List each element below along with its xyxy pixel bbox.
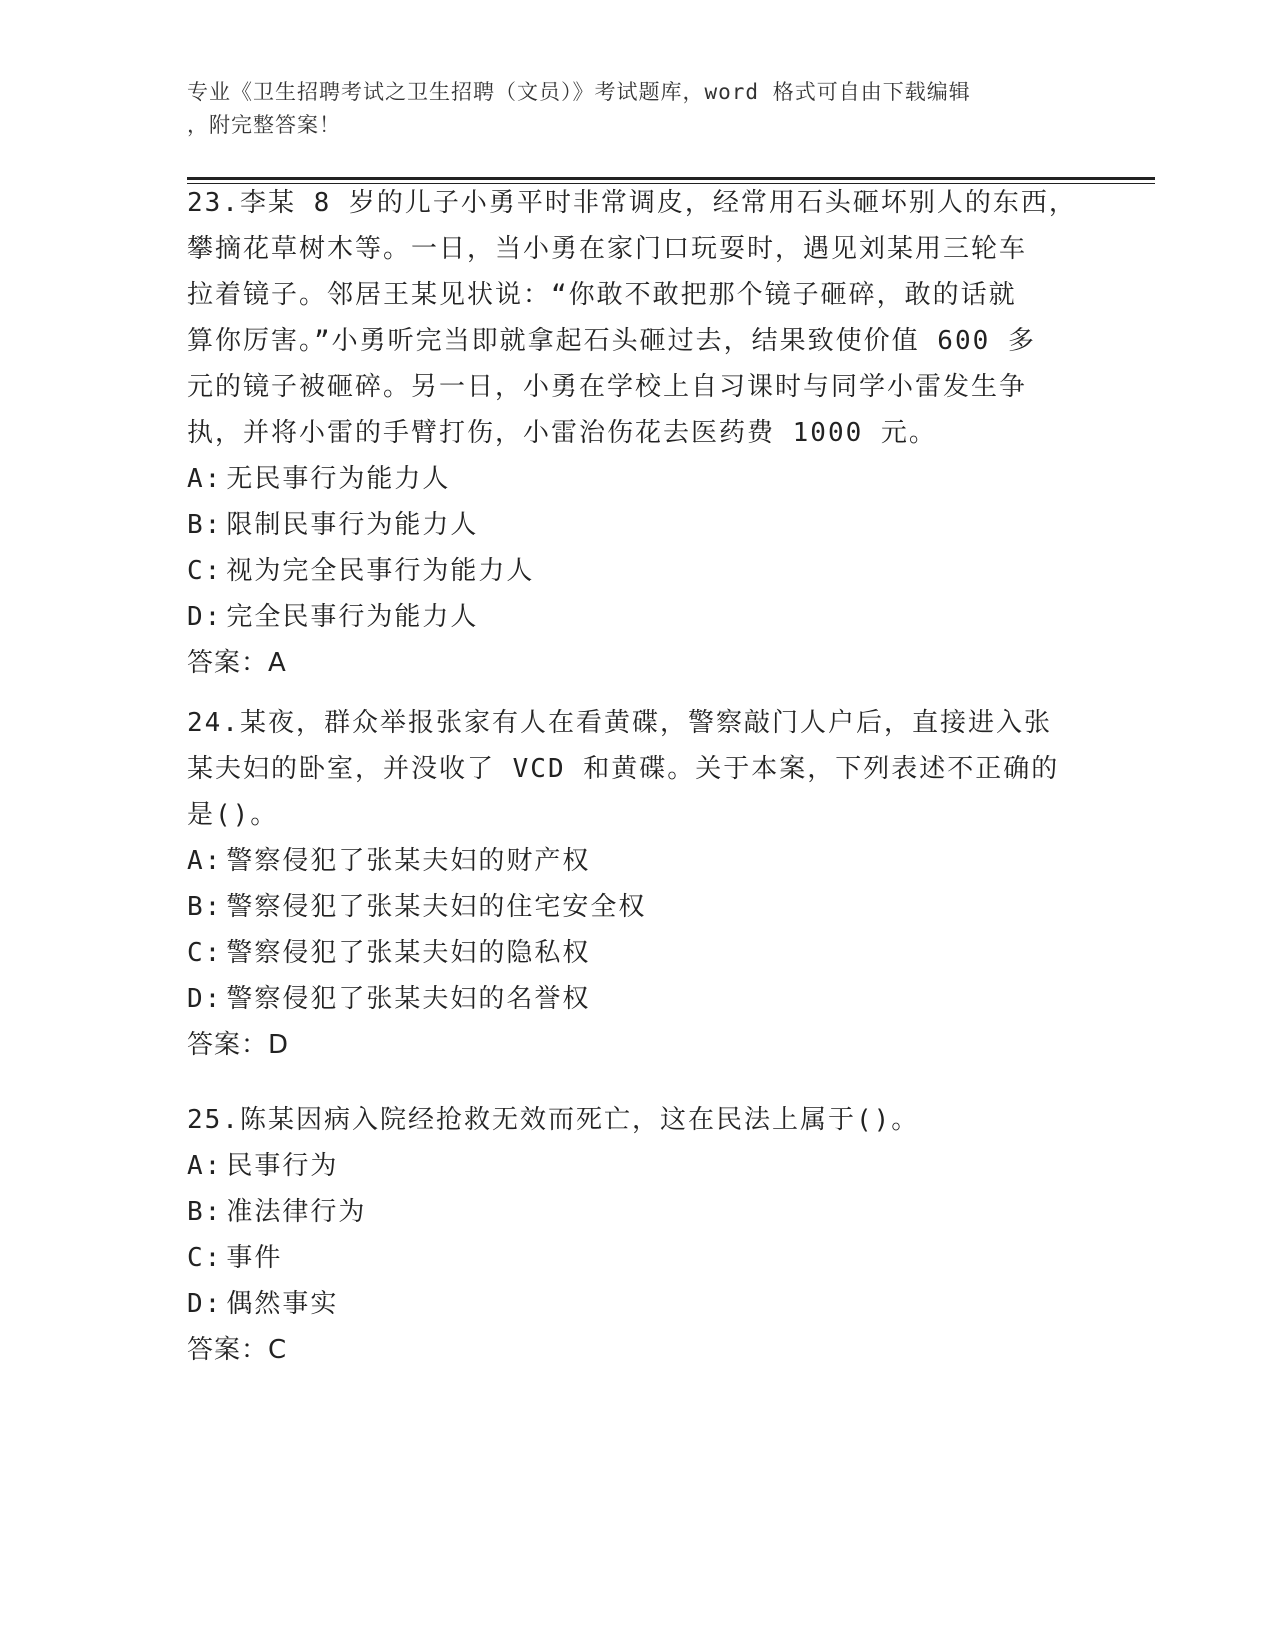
option-text: 限制民事行为能力人 (226, 510, 479, 540)
option-letter: B: (187, 1197, 223, 1227)
option-text: 完全民事行为能力人 (226, 602, 479, 632)
header-line-2: ，附完整答案！ (187, 113, 341, 137)
option-c (187, 548, 1087, 594)
option-b (187, 884, 1087, 930)
header-line-1: 专业《卫生招聘考试之卫生招聘（文员）》考试题库，word 格式可自由下载编辑 (187, 80, 971, 104)
question-text-line: 拉着镜子。邻居王某见状说：“你敢不敢把那个镜子砸碎，敢的话就 (187, 280, 1017, 310)
option-text: 无民事行为能力人 (226, 464, 451, 494)
question-text-line: 元的镜子被砸碎。另一日，小勇在学校上自习课时与同学小雷发生争 (187, 372, 1028, 402)
option-text: 警察侵犯了张某夫妇的住宅安全权 (226, 892, 647, 922)
option-letter: A: (187, 1151, 223, 1181)
question-text-line: 是()。 (187, 800, 279, 830)
option-text: 事件 (226, 1243, 283, 1273)
option-text: 警察侵犯了张某夫妇的名誉权 (226, 984, 591, 1014)
option-letter: C: (187, 556, 223, 586)
option-a (187, 1143, 1087, 1189)
option-text: 民事行为 (226, 1151, 339, 1181)
answer-line: 答案：D (187, 1030, 290, 1060)
option-letter: D: (187, 602, 223, 632)
option-letter: B: (187, 510, 223, 540)
option-d (187, 1281, 1087, 1327)
question-text-line: 执，并将小雷的手臂打伤，小雷治伤花去医药费 1000 元。 (187, 418, 937, 448)
option-letter: A: (187, 846, 223, 876)
option-c (187, 930, 1087, 976)
question-23 (187, 180, 1087, 686)
option-a (187, 838, 1087, 884)
option-b (187, 502, 1087, 548)
question-text-line: 24.某夜，群众举报张家有人在看黄碟，警察敲门人户后，直接进入张 (187, 708, 1052, 738)
option-d (187, 976, 1087, 1022)
question-text-line: 攀摘花草树木等。一日，当小勇在家门口玩耍时，遇见刘某用三轮车 (187, 234, 1028, 264)
option-b (187, 1189, 1087, 1235)
question-text-line: 23.李某 8 岁的儿子小勇平时非常调皮，经常用石头砸坏别人的东西， (187, 188, 1077, 218)
question-text-line: 25.陈某因病入院经抢救无效而死亡，这在民法上属于()。 (187, 1105, 920, 1135)
option-text: 警察侵犯了张某夫妇的隐私权 (226, 938, 591, 968)
option-text: 准法律行为 (226, 1197, 367, 1227)
option-letter: C: (187, 1243, 223, 1273)
question-25 (187, 1097, 1087, 1373)
answer-line: 答案：C (187, 1335, 288, 1365)
option-text: 警察侵犯了张某夫妇的财产权 (226, 846, 591, 876)
option-letter: D: (187, 984, 223, 1014)
option-letter: C: (187, 938, 223, 968)
question-text-line: 算你厉害。”小勇听完当即就拿起石头砸过去，结果致使价值 600 多 (187, 326, 1036, 356)
question-text-line: 某夫妇的卧室，并没收了 VCD 和黄碟。关于本案，下列表述不正确的 (187, 754, 1060, 784)
option-text: 偶然事实 (226, 1289, 339, 1319)
option-text: 视为完全民事行为能力人 (226, 556, 535, 586)
option-letter: A: (187, 464, 223, 494)
option-letter: D: (187, 1289, 223, 1319)
option-c (187, 1235, 1087, 1281)
option-letter: B: (187, 892, 223, 922)
question-24 (187, 700, 1087, 1068)
document-header (187, 76, 1067, 142)
answer-line: 答案：A (187, 648, 287, 678)
option-a (187, 456, 1087, 502)
option-d (187, 594, 1087, 640)
